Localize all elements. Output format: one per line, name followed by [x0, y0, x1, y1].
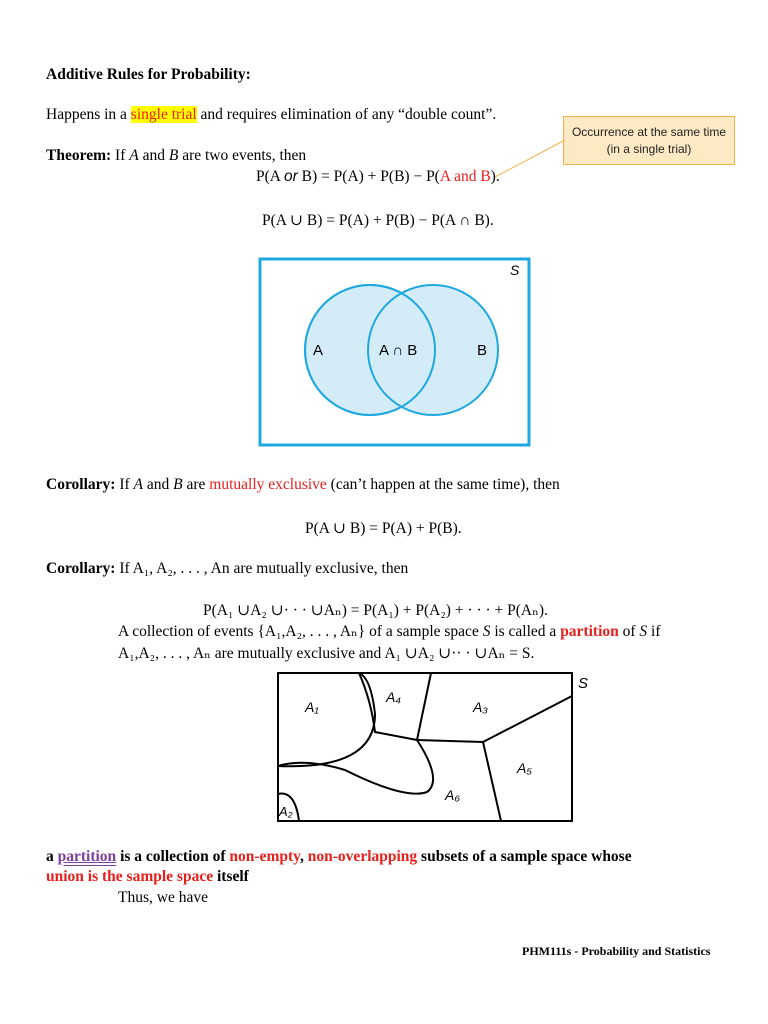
eq-or-word: or: [284, 168, 298, 185]
callout-box: Occurrence at the same time (in a single trial): [563, 116, 735, 165]
theorem-text: If: [111, 147, 130, 164]
theorem-text: are two events, then: [178, 147, 307, 164]
summary-text: a: [46, 848, 58, 865]
intro-after: and requires elimination of any “double count”.: [196, 106, 497, 123]
venn-diagram: [258, 257, 531, 447]
theorem-line: [46, 147, 306, 165]
eq-red-part: A and B: [439, 168, 491, 185]
thus-line: Thus, we have: [118, 889, 208, 906]
c1-text: are: [182, 476, 210, 493]
pd-text: is called a: [490, 623, 561, 640]
c2-text: If A₁, A₂, . . . , An are mutually exclusive, then: [115, 560, 409, 577]
equation-union: P(A ∪ B) = P(A) + P(B) − P(A ∩ B).: [262, 212, 494, 229]
summary-red: non-overlapping: [307, 848, 418, 865]
eq-part: B) = P(A) + P(B) − P(: [297, 168, 440, 185]
summary-line-1: [46, 848, 632, 866]
c1-text: If: [115, 476, 134, 493]
partition-diagram: [275, 670, 595, 826]
pd-text: of: [618, 623, 640, 640]
corollary-1-line: [46, 476, 560, 494]
theorem-text: and: [138, 147, 169, 164]
summary-text: ,: [300, 848, 308, 865]
corollary-1-equation: P(A ∪ B) = P(A) + P(B).: [305, 520, 462, 537]
c1-b: B: [173, 476, 183, 493]
partition-label-s: S: [578, 675, 589, 692]
partition-label-a2: A₂: [279, 804, 293, 819]
summary-red: non-empty: [229, 848, 301, 865]
pd-s: S: [482, 623, 491, 640]
partition-label-a5: A₅: [517, 760, 532, 776]
summary-text: is a collection of: [116, 848, 230, 865]
intro-highlight: single trial: [130, 106, 197, 123]
venn-label-b: B: [477, 342, 488, 359]
partition-label-a6: A₆: [445, 787, 460, 803]
summary-partition-link: partition: [57, 848, 117, 865]
partition-label-a4: A₄: [386, 689, 401, 705]
intro-line: [46, 106, 496, 124]
venn-label-ab: A ∩ B: [379, 342, 418, 359]
corollary-1-label: Corollary:: [46, 476, 116, 493]
pd-s: S: [639, 623, 648, 640]
partition-label-a1: A₁: [305, 699, 319, 715]
pd-text: A collection of events {A₁,A₂, . . . , Aₙ} of a sample space: [118, 623, 483, 640]
partition-border: [278, 673, 572, 821]
c1-text: (can’t happen at the same time), then: [326, 476, 560, 493]
pd-text: if: [647, 623, 661, 640]
c1-a: A: [133, 476, 143, 493]
eq-part: P(A: [256, 168, 284, 185]
partition-label-a3: A₃: [473, 699, 488, 715]
intro-before: Happens in a: [46, 106, 131, 123]
eq-part: ).: [490, 168, 500, 185]
theorem-label: Theorem:: [46, 147, 112, 164]
summary-red: union is the sample space: [46, 868, 214, 885]
summary-text: itself: [213, 868, 249, 885]
partition-def-line-2: A₁,A₂, . . . , Aₙ are mutually exclusive and A₁ ∪A₂ ∪·· · ∪Aₙ = S.: [118, 645, 535, 662]
c1-red: mutually exclusive: [209, 476, 327, 493]
venn-label-a: A: [313, 342, 324, 359]
summary-line-2: [46, 868, 249, 886]
equation-or: [256, 168, 500, 186]
c1-text: and: [143, 476, 174, 493]
theorem-b: B: [168, 147, 179, 164]
partition-def-line-1: [118, 622, 661, 641]
page-title: Additive Rules for Probability:: [46, 66, 251, 83]
venn-label-s: S: [510, 262, 520, 278]
corollary-2-line: [46, 560, 408, 578]
summary-text: subsets of a sample space whose: [417, 848, 632, 865]
theorem-a: A: [129, 147, 139, 164]
page-footer: PHM111s - Probability and Statistics: [522, 944, 711, 958]
pd-partition-word: partition: [560, 623, 619, 640]
corollary-2-equation: P(A₁ ∪A₂ ∪· · · ∪Aₙ) = P(A₁) + P(A₂) + · · · + P(Aₙ).: [203, 602, 548, 619]
callout-leader-line: [490, 135, 570, 185]
corollary-2-label: Corollary:: [46, 560, 116, 577]
